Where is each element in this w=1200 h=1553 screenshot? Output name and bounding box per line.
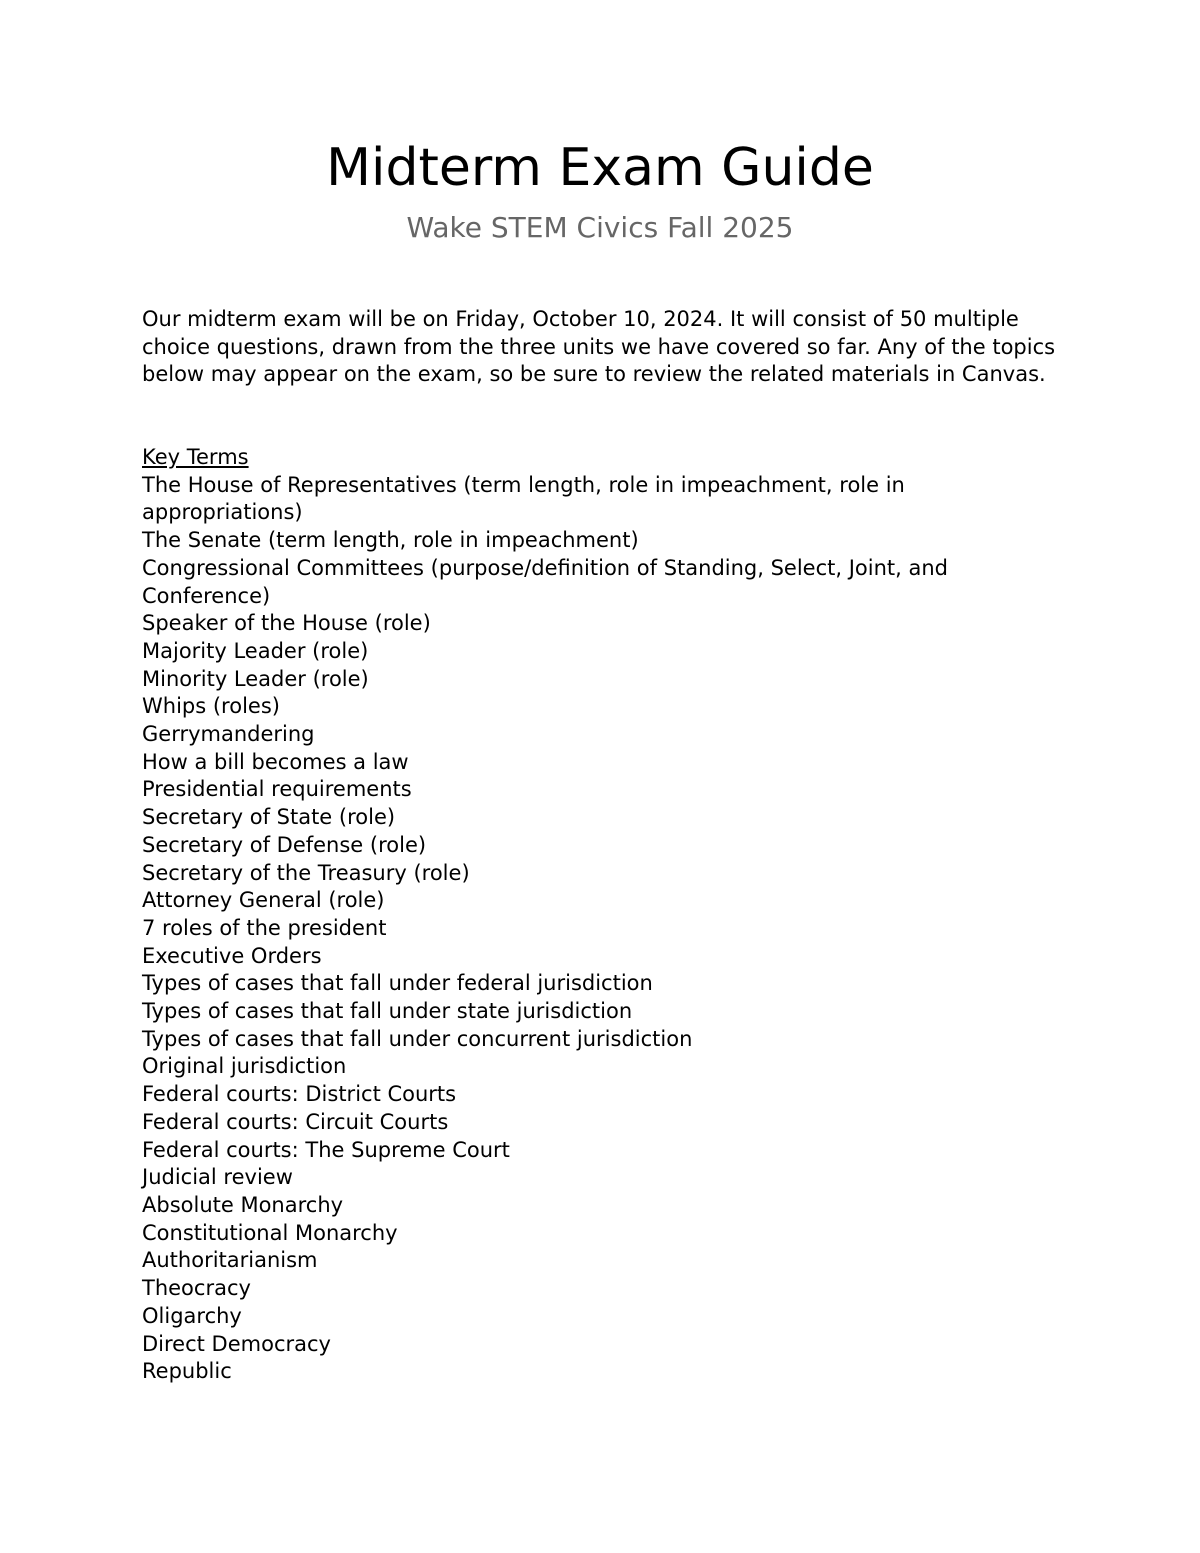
key-term-item: Federal courts: The Supreme Court [142, 1137, 510, 1162]
key-term-item: Oligarchy [142, 1303, 242, 1328]
key-term-item: Attorney General (role) [142, 888, 385, 913]
key-term-item: Federal courts: District Courts [142, 1082, 457, 1107]
page-subtitle: Wake STEM Civics Fall 2025 [406, 211, 794, 244]
key-terms-list [142, 472, 1062, 1386]
key-term-item: Types of cases that fall under concurrent jurisdiction [142, 1026, 693, 1051]
page-title: Midterm Exam Guide [326, 138, 874, 198]
key-term-item: Republic [142, 1359, 232, 1384]
key-term-item: Constitutional Monarchy [142, 1220, 398, 1245]
key-term-item: Authoritarianism [142, 1248, 318, 1273]
key-terms-section [142, 444, 1062, 1386]
key-term-item: Speaker of the House (role) [142, 611, 431, 636]
key-term-item: Types of cases that fall under federal jurisdiction [142, 971, 653, 996]
key-term-item: Whips (roles) [142, 694, 280, 719]
intro-paragraph: Our midterm exam will be on Friday, October 10, 2024. It will consist of 50 multiple choice questions, drawn from the three units we have covered so far. Any of the topics below may appear on the exam, so be sure to review the related materials in Canvas. [142, 307, 1056, 387]
key-term-item: The Senate (term length, role in impeachment) [142, 528, 639, 553]
key-term-item: Majority Leader (role) [142, 638, 369, 663]
key-term-item: Secretary of Defense (role) [142, 832, 427, 857]
key-term-item: Federal courts: Circuit Courts [142, 1109, 449, 1134]
key-term-item: Original jurisdiction [142, 1054, 347, 1079]
key-term-item: Congressional Committees (purpose/definition of Standing, Select, Joint, and Conference) [142, 555, 949, 608]
key-term-item: 7 roles of the president [142, 915, 387, 940]
key-term-item: Presidential requirements [142, 777, 412, 802]
key-term-item: Judicial review [142, 1165, 293, 1190]
key-term-item: Theocracy [142, 1276, 251, 1301]
key-term-item: Absolute Monarchy [142, 1192, 344, 1217]
key-term-item: Minority Leader (role) [142, 666, 369, 691]
key-term-item: Types of cases that fall under state jurisdiction [142, 999, 633, 1024]
key-terms-heading: Key Terms [142, 445, 249, 469]
key-term-item: The House of Representatives (term length, role in impeachment, role in appropriations) [142, 472, 905, 525]
key-term-item: Gerrymandering [142, 722, 315, 747]
key-term-item: Secretary of State (role) [142, 805, 396, 830]
key-term-item: Executive Orders [142, 943, 322, 968]
key-term-item: Secretary of the Treasury (role) [142, 860, 470, 885]
key-term-item: How a bill becomes a law [142, 749, 409, 774]
key-term-item: Direct Democracy [142, 1331, 331, 1356]
